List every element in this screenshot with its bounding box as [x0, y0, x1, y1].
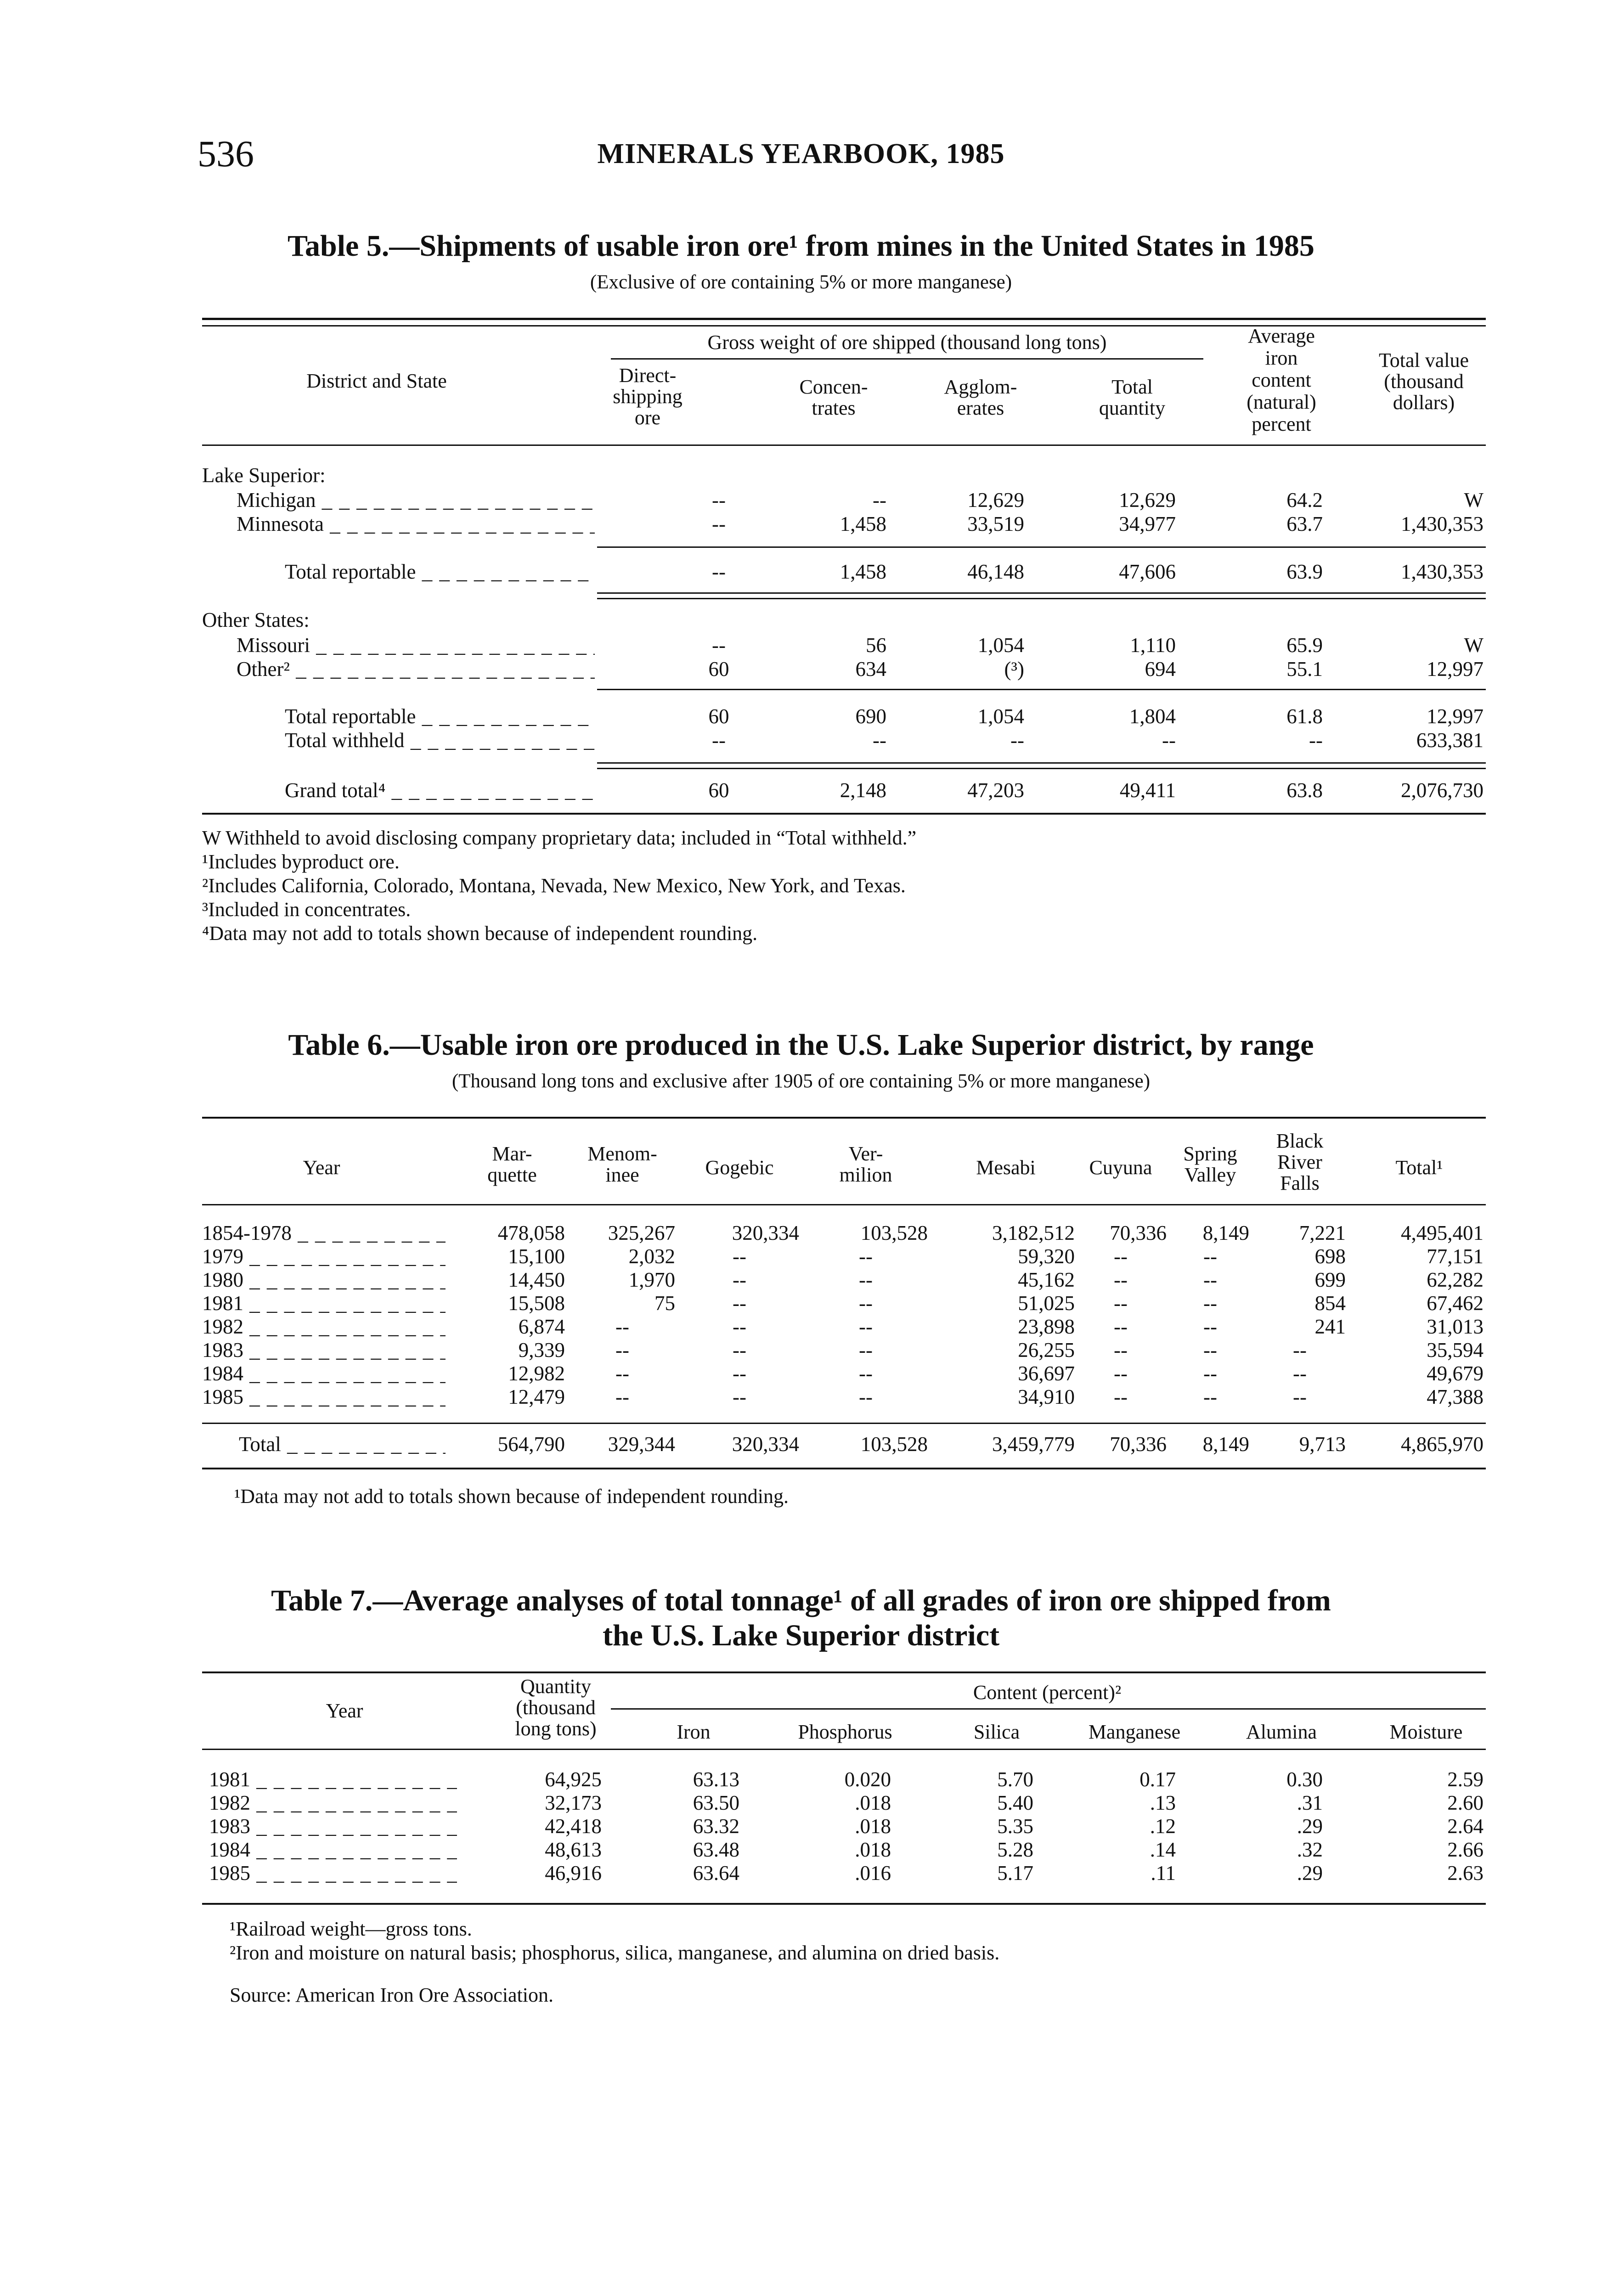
t5-minnesota-conc: 1,458	[840, 512, 886, 535]
t6-row-3-year: 1981 _ _ _	[202, 1292, 446, 1315]
t6-total-col-5: 3,459,779	[992, 1433, 1075, 1456]
t7-row-2-col-3: .018	[855, 1815, 891, 1838]
t7-row-0-col-3: 0.020	[844, 1768, 891, 1791]
t5-other-aggl: (³)	[1004, 658, 1024, 681]
t6-row-0-col-7: 8,149	[1202, 1221, 1249, 1244]
t5-other-direct: 60	[708, 658, 729, 681]
t5-bottom-rule	[202, 813, 1486, 815]
t6-row-5-col-3: --	[733, 1339, 746, 1362]
t7-row-0-col-6: 0.30	[1286, 1768, 1323, 1791]
t6-row-7-col-9: 47,388	[1427, 1385, 1484, 1408]
t7-row-1-year: 1982 _ _ _	[209, 1791, 457, 1814]
t5-row-other-label: Other² _ _ _	[237, 658, 595, 681]
t6-row-0-col-9: 4,495,401	[1401, 1221, 1484, 1244]
t6-row-4-col-2: --	[615, 1315, 629, 1338]
t7-row-2-col-5: .12	[1150, 1815, 1176, 1838]
table5-subtitle: (Exclusive of ore containing 5% or more manganese)	[590, 271, 1012, 293]
t6-head-col-2: Menom- inee	[587, 1142, 657, 1186]
t5-lake-total-aggl: 46,148	[967, 560, 1024, 583]
t5-other-iron: 55.1	[1286, 658, 1323, 681]
t6-row-3-col-2: 75	[654, 1292, 675, 1315]
t5-missouri-total: 1,110	[1130, 634, 1176, 657]
t6-row-5-col-4: --	[859, 1339, 873, 1362]
t6-total-label: Total _ _ _	[239, 1433, 446, 1456]
t6-row-7-col-6: --	[1114, 1385, 1128, 1408]
t6-row-6-col-8: --	[1293, 1362, 1307, 1385]
t7-group-rule	[611, 1708, 1486, 1710]
t6-row-7-col-2: --	[615, 1385, 629, 1408]
t7-row-4-col-5: .11	[1151, 1862, 1176, 1885]
t5-grand-conc: 2,148	[840, 779, 886, 802]
t6-head-col-9: Total¹	[1395, 1156, 1443, 1179]
t5-michigan-direct: --	[712, 489, 726, 512]
t6-row-2-col-9: 62,282	[1427, 1268, 1484, 1291]
t6-row-1-col-5: 59,320	[1018, 1245, 1075, 1268]
t6-row-6-year: 1984 _ _ _	[202, 1362, 446, 1385]
t7-row-0-col-1: 64,925	[545, 1768, 602, 1791]
t7-head-col-5: Moisture	[1389, 1721, 1463, 1743]
t6-row-2-col-3: --	[733, 1268, 746, 1291]
t5-other-total: 694	[1145, 658, 1176, 681]
running-head: MINERALS YEARBOOK, 1985	[597, 138, 1005, 169]
t7-source: Source: American Iron Ore Association.	[230, 1984, 554, 2006]
t6-row-1-col-8: 698	[1314, 1245, 1346, 1268]
t5-other-total-conc: 690	[855, 705, 886, 728]
t6-row-4-col-9: 31,013	[1427, 1315, 1484, 1338]
t7-row-3-col-5: .14	[1150, 1838, 1176, 1861]
t7-row-3-col-4: 5.28	[997, 1838, 1033, 1861]
t5-grand-rule-b	[597, 768, 1486, 769]
t6-row-3-col-6: --	[1114, 1292, 1128, 1315]
t5-michigan-aggl: 12,629	[967, 489, 1024, 512]
t6-row-5-col-5: 26,255	[1018, 1339, 1075, 1362]
t6-total-col-1: 564,790	[497, 1433, 565, 1456]
t6-row-3-col-7: --	[1203, 1292, 1217, 1315]
t5-subtotal-rule	[597, 546, 1486, 548]
t7-head-group: Content (percent)²	[973, 1681, 1122, 1704]
t5-footnote-1: ¹Includes byproduct ore.	[202, 850, 400, 873]
t5-grand-value: 2,076,730	[1401, 779, 1484, 802]
t5-row-michigan-label: Michigan _ _ _	[237, 489, 595, 512]
t6-row-7-col-5: 34,910	[1018, 1385, 1075, 1408]
t7-head-col-2: Silica	[973, 1721, 1020, 1743]
t7-row-0-col-2: 63.13	[693, 1768, 739, 1791]
t6-footnote-1: ¹Data may not add to totals shown because of independent rounding.	[234, 1485, 789, 1508]
t7-row-3-col-2: 63.48	[693, 1838, 739, 1861]
t5-lake-double-rule-a	[597, 592, 1486, 594]
t5-section-lake: Lake Superior:	[202, 464, 326, 487]
t6-row-0-col-4: 103,528	[860, 1221, 928, 1244]
t6-row-0-col-8: 7,221	[1299, 1221, 1346, 1244]
t6-row-5-year: 1983 _ _ _	[202, 1339, 446, 1362]
t7-row-4-col-6: .29	[1297, 1862, 1323, 1885]
t6-row-4-col-5: 23,898	[1018, 1315, 1075, 1338]
t6-row-5-col-9: 35,594	[1427, 1339, 1484, 1362]
t7-row-4-col-4: 5.17	[997, 1862, 1033, 1885]
t5-other-total-value: 12,997	[1427, 705, 1484, 728]
t5-missouri-iron: 65.9	[1286, 634, 1323, 657]
t6-row-0-col-6: 70,336	[1110, 1221, 1167, 1244]
t7-footnote-1: ¹Railroad weight—gross tons.	[230, 1918, 472, 1940]
t5-grand-aggl: 47,203	[967, 779, 1024, 802]
t6-row-4-col-6: --	[1114, 1315, 1128, 1338]
t7-head-col-1: Phosphorus	[798, 1721, 892, 1743]
t5-head-avg-iron: Average iron content (natural) percent	[1247, 325, 1316, 435]
table6-top-rule	[202, 1117, 1486, 1119]
t5-michigan-iron: 64.2	[1286, 489, 1323, 512]
t5-row-lake-total-label: Total reportable _ _ _	[285, 560, 595, 583]
page-number: 536	[197, 133, 254, 174]
t5-footnote-w: W Withheld to avoid disclosing company proprietary data; included in “Total withheld.”	[202, 827, 917, 849]
t6-row-6-col-2: --	[615, 1362, 629, 1385]
t6-head-col-3: Gogebic	[705, 1156, 774, 1179]
t5-grand-total: 49,411	[1119, 779, 1176, 802]
t7-row-0-year: 1981 _ _ _	[209, 1768, 457, 1791]
table6-head-bottom-rule	[202, 1204, 1486, 1205]
t5-michigan-conc: --	[873, 489, 886, 512]
t7-head-quantity: Quantity (thousand long tons)	[515, 1675, 597, 1740]
t5-lake-total-value: 1,430,353	[1401, 560, 1484, 583]
t5-other-total-total: 1,804	[1129, 705, 1176, 728]
table5-top-rule	[202, 318, 1486, 320]
t5-withheld-iron: --	[1309, 729, 1323, 752]
t5-other-subtotal-rule	[597, 689, 1486, 690]
t7-row-3-col-1: 48,613	[545, 1838, 602, 1861]
t7-row-2-col-7: 2.64	[1447, 1815, 1484, 1838]
table6-title: Table 6.—Usable iron ore produced in the U.S. Lake Superior district, by range	[288, 1028, 1314, 1062]
t5-row-grand-label: Grand total⁴ _ _ _	[285, 779, 595, 802]
t7-row-3-col-7: 2.66	[1447, 1838, 1484, 1861]
t5-lake-double-rule-b	[597, 598, 1486, 599]
t5-minnesota-aggl: 33,519	[967, 512, 1024, 535]
t6-row-3-col-4: --	[859, 1292, 873, 1315]
t6-total-col-3: 320,334	[732, 1433, 799, 1456]
t6-row-3-col-3: --	[733, 1292, 746, 1315]
t6-row-6-col-7: --	[1203, 1362, 1217, 1385]
t6-row-5-col-2: --	[615, 1339, 629, 1362]
t6-row-4-col-3: --	[733, 1315, 746, 1338]
t7-row-0-col-5: 0.17	[1139, 1768, 1176, 1791]
t5-head-aggl: Agglom- erates	[944, 376, 1017, 419]
t5-withheld-value: 633,381	[1416, 729, 1484, 752]
table7-head-bottom-rule	[202, 1749, 1486, 1750]
t5-lake-total-conc: 1,458	[840, 560, 886, 583]
t6-row-7-col-4: --	[859, 1385, 873, 1408]
t6-total-col-8: 9,713	[1299, 1433, 1346, 1456]
t7-row-2-col-2: 63.32	[693, 1815, 739, 1838]
t5-minnesota-iron: 63.7	[1286, 512, 1323, 535]
t7-row-3-col-6: .32	[1297, 1838, 1323, 1861]
t6-row-3-col-9: 67,462	[1427, 1292, 1484, 1315]
t6-row-2-col-1: 14,450	[508, 1268, 565, 1291]
t7-row-4-col-7: 2.63	[1447, 1862, 1484, 1885]
t5-row-missouri-label: Missouri _ _ _	[237, 634, 595, 657]
t6-row-5-col-6: --	[1114, 1339, 1128, 1362]
t6-row-3-col-5: 51,025	[1018, 1292, 1075, 1315]
t5-head-stub: District and State	[306, 370, 447, 392]
t7-row-4-col-1: 46,916	[545, 1862, 602, 1885]
t6-row-2-col-6: --	[1114, 1268, 1128, 1291]
t7-row-1-col-4: 5.40	[997, 1791, 1033, 1814]
t5-lake-total-iron: 63.9	[1286, 560, 1323, 583]
t5-row-other-total-label: Total reportable _ _ _	[285, 705, 595, 728]
t5-grand-direct: 60	[708, 779, 729, 802]
t7-footnote-2: ²Iron and moisture on natural basis; phosphorus, silica, manganese, and alumina on dried basis.	[230, 1941, 1000, 1964]
t5-other-conc: 634	[855, 658, 886, 681]
t5-head-group: Gross weight of ore shipped (thousand long tons)	[707, 331, 1107, 354]
t7-head-year: Year	[326, 1699, 363, 1722]
t7-row-2-col-4: 5.35	[997, 1815, 1033, 1838]
t6-row-2-col-4: --	[859, 1268, 873, 1291]
t5-other-total-direct: 60	[708, 705, 729, 728]
t5-row-minnesota-label: Minnesota _ _ _	[237, 512, 595, 535]
t6-row-3-col-1: 15,508	[508, 1292, 565, 1315]
t6-row-7-col-7: --	[1203, 1385, 1217, 1408]
t5-other-total-aggl: 1,054	[977, 705, 1024, 728]
t7-row-3-year: 1984 _ _ _	[209, 1838, 457, 1861]
t6-row-6-col-9: 49,679	[1427, 1362, 1484, 1385]
t7-head-col-3: Manganese	[1088, 1721, 1181, 1743]
t5-lake-total-total: 47,606	[1119, 560, 1176, 583]
t6-row-5-col-7: --	[1203, 1339, 1217, 1362]
t6-row-1-col-1: 15,100	[508, 1245, 565, 1268]
t5-missouri-conc: 56	[866, 634, 886, 657]
t6-head-col-7: Spring Valley	[1183, 1142, 1237, 1186]
t7-row-0-col-4: 5.70	[997, 1768, 1033, 1791]
table7-top-rule	[202, 1671, 1486, 1673]
t5-grand-rule-a	[597, 762, 1486, 764]
t6-total-col-4: 103,528	[860, 1433, 928, 1456]
t6-row-4-col-1: 6,874	[518, 1315, 565, 1338]
t6-row-5-col-8: --	[1293, 1339, 1307, 1362]
t7-head-col-0: Iron	[677, 1721, 711, 1743]
t6-head-col-4: Ver- milion	[839, 1142, 892, 1186]
t5-other-total-iron: 61.8	[1286, 705, 1323, 728]
t6-row-7-col-3: --	[733, 1385, 746, 1408]
t6-row-4-col-4: --	[859, 1315, 873, 1338]
t6-row-6-col-6: --	[1114, 1362, 1128, 1385]
t5-minnesota-total: 34,977	[1119, 512, 1176, 535]
t6-row-2-col-7: --	[1203, 1268, 1217, 1291]
table6-total-rule	[202, 1423, 1486, 1424]
t5-withheld-total: --	[1162, 729, 1176, 752]
t6-head-col-1: Mar- quette	[487, 1142, 537, 1186]
t6-row-1-col-7: --	[1203, 1245, 1217, 1268]
t5-withheld-conc: --	[873, 729, 886, 752]
t6-row-5-col-1: 9,339	[518, 1339, 565, 1362]
table7-title-line1: Table 7.—Average analyses of total tonnage¹ of all grades of iron ore shipped from	[271, 1584, 1331, 1617]
t5-footnote-3: ³Included in concentrates.	[202, 898, 411, 921]
t6-head-col-6: Cuyuna	[1089, 1156, 1152, 1179]
t6-row-0-col-1: 478,058	[497, 1221, 565, 1244]
t6-row-6-col-1: 12,982	[508, 1362, 565, 1385]
t7-row-0-col-7: 2.59	[1447, 1768, 1484, 1791]
t6-row-2-col-2: 1,970	[628, 1268, 675, 1291]
t5-head-conc: Concen- trates	[799, 376, 868, 419]
t7-row-1-col-6: .31	[1297, 1791, 1323, 1814]
t5-section-other: Other States:	[202, 608, 310, 631]
t7-row-1-col-3: .018	[855, 1791, 891, 1814]
t6-row-3-col-8: 854	[1314, 1292, 1346, 1315]
t6-row-2-col-5: 45,162	[1018, 1268, 1075, 1291]
t5-head-bottom-rule	[202, 445, 1486, 446]
t6-head-col-8: Black River Falls	[1276, 1130, 1324, 1194]
t5-missouri-aggl: 1,054	[977, 634, 1024, 657]
t6-row-0-year: 1854-1978 _ _ _	[202, 1221, 446, 1244]
t6-row-0-col-3: 320,334	[732, 1221, 799, 1244]
table5-title: Table 5.—Shipments of usable iron ore¹ from mines in the United States in 1985	[288, 229, 1314, 263]
t6-total-col-6: 70,336	[1110, 1433, 1167, 1456]
t7-row-4-year: 1985 _ _ _	[209, 1862, 457, 1885]
t7-row-3-col-3: .018	[855, 1838, 891, 1861]
t7-row-1-col-1: 32,173	[545, 1791, 602, 1814]
t5-head-total-qty: Total quantity	[1099, 376, 1166, 419]
t6-row-2-year: 1980 _ _ _	[202, 1268, 446, 1291]
table7-bottom-rule	[202, 1903, 1486, 1905]
t7-row-1-col-5: .13	[1150, 1791, 1176, 1814]
t6-row-1-col-4: --	[859, 1245, 873, 1268]
t5-lake-total-direct: --	[712, 560, 726, 583]
table6-subtitle: (Thousand long tons and exclusive after 1905 of ore containing 5% or more manganese)	[451, 1070, 1151, 1092]
t6-row-6-col-5: 36,697	[1018, 1362, 1075, 1385]
t5-michigan-total: 12,629	[1119, 489, 1176, 512]
t6-row-2-col-8: 699	[1314, 1268, 1346, 1291]
t6-row-1-col-3: --	[733, 1245, 746, 1268]
table6-bottom-rule	[202, 1468, 1486, 1469]
t7-row-1-col-2: 63.50	[693, 1791, 739, 1814]
t6-total-col-7: 8,149	[1202, 1433, 1249, 1456]
t5-minnesota-value: 1,430,353	[1401, 512, 1484, 535]
t7-head-col-4: Alumina	[1246, 1721, 1317, 1743]
t6-head-col-5: Mesabi	[976, 1156, 1036, 1179]
t5-minnesota-direct: --	[712, 512, 726, 535]
t7-row-2-col-6: .29	[1297, 1815, 1323, 1838]
t5-head-direct: Direct- shipping ore	[613, 364, 683, 429]
t6-row-0-col-5: 3,182,512	[992, 1221, 1075, 1244]
t7-row-1-col-7: 2.60	[1447, 1791, 1484, 1814]
t6-total-col-2: 329,344	[608, 1433, 675, 1456]
t5-row-withheld-label: Total withheld _ _ _	[285, 729, 595, 752]
t5-footnote-4: ⁴Data may not add to totals shown because of independent rounding.	[202, 922, 758, 945]
t6-row-1-col-9: 77,151	[1427, 1245, 1484, 1268]
t5-missouri-direct: --	[712, 634, 726, 657]
t6-row-0-col-2: 325,267	[608, 1221, 675, 1244]
t5-withheld-direct: --	[712, 729, 726, 752]
t5-michigan-value: W	[1464, 489, 1484, 512]
t5-footnote-2: ²Includes California, Colorado, Montana, Nevada, New Mexico, New York, and Texas.	[202, 874, 906, 897]
t5-group-rule	[611, 358, 1203, 360]
t6-row-7-col-8: --	[1293, 1385, 1307, 1408]
t6-total-col-9: 4,865,970	[1401, 1433, 1484, 1456]
t7-row-2-col-1: 42,418	[545, 1815, 602, 1838]
t6-row-6-col-3: --	[733, 1362, 746, 1385]
t6-row-1-year: 1979 _ _ _	[202, 1245, 446, 1268]
t6-row-4-year: 1982 _ _ _	[202, 1315, 446, 1338]
t6-row-7-year: 1985 _ _ _	[202, 1385, 446, 1408]
t5-head-total-value: Total value (thousand dollars)	[1378, 349, 1469, 414]
t5-other-value: 12,997	[1427, 658, 1484, 681]
t6-row-7-col-1: 12,479	[508, 1385, 565, 1408]
t7-row-4-col-2: 63.64	[693, 1862, 739, 1885]
table7-title-line2: the U.S. Lake Superior district	[602, 1619, 1000, 1652]
t6-row-1-col-6: --	[1114, 1245, 1128, 1268]
t6-row-6-col-4: --	[859, 1362, 873, 1385]
t6-row-4-col-7: --	[1203, 1315, 1217, 1338]
t5-missouri-value: W	[1464, 634, 1484, 657]
t7-row-4-col-3: .016	[855, 1862, 891, 1885]
t6-row-1-col-2: 2,032	[628, 1245, 675, 1268]
t7-row-2-year: 1983 _ _ _	[209, 1815, 457, 1838]
t5-withheld-aggl: --	[1010, 729, 1024, 752]
t6-row-4-col-8: 241	[1314, 1315, 1346, 1338]
t6-head-col-0: Year	[303, 1156, 340, 1179]
t5-grand-iron: 63.8	[1286, 779, 1323, 802]
